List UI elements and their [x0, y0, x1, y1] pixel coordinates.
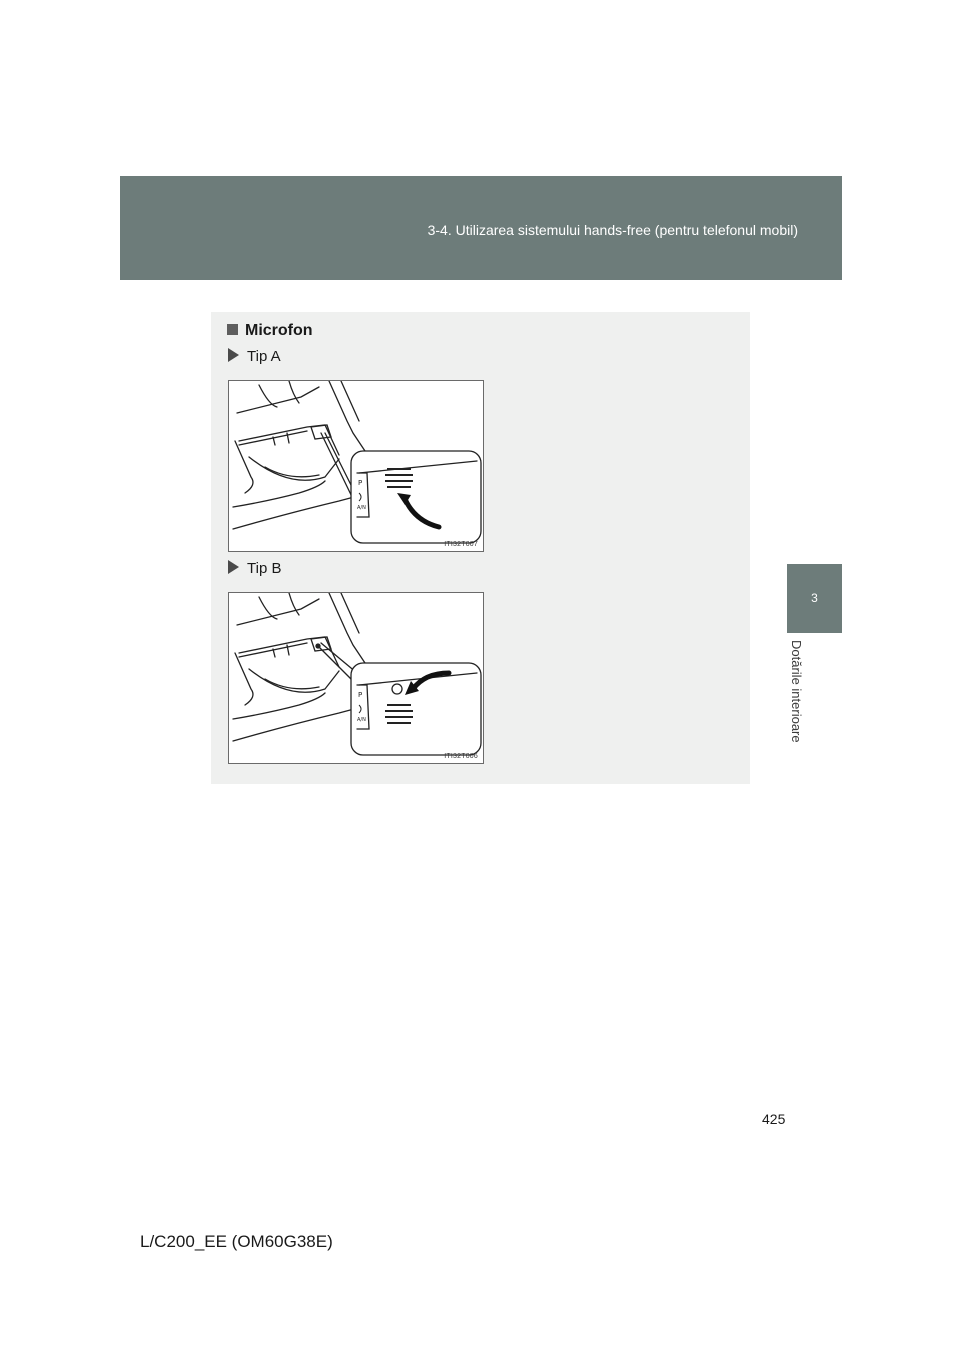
type-a-label — [228, 348, 281, 365]
svg-text:A/N: A/N — [357, 717, 366, 723]
content-box — [211, 312, 750, 784]
chapter-side-label: Dotările interioare — [789, 640, 804, 743]
microphone-illustration-a — [229, 381, 484, 552]
figure-type-b — [228, 592, 484, 764]
bullet-square-icon — [227, 324, 238, 335]
chapter-tab — [787, 564, 842, 633]
section-title: 3-4. Utilizarea sistemului hands-free (pentru telefonul mobil) — [427, 222, 798, 238]
heading-text: Microfon — [245, 322, 313, 339]
microphone-illustration-b — [229, 593, 484, 764]
document-code: L/C200_EE (OM60G38E) — [140, 1232, 333, 1251]
figure-code-a: ITI32T007 — [444, 541, 478, 548]
section-heading — [227, 322, 313, 340]
page-number: 425 — [762, 1111, 786, 1127]
header-band — [120, 176, 842, 280]
svg-text:A/N: A/N — [357, 505, 366, 511]
figure-type-a — [228, 380, 484, 552]
svg-text:P: P — [358, 479, 363, 487]
type-b-text: Tip B — [247, 560, 282, 577]
type-b-label — [228, 560, 281, 577]
type-a-text: Tip A — [247, 348, 281, 365]
arrow-right-icon — [228, 560, 239, 574]
svg-text:P: P — [358, 691, 363, 699]
chapter-number: 3 — [811, 591, 818, 605]
figure-code-b: ITI32T006 — [444, 753, 478, 760]
arrow-right-icon — [228, 348, 239, 362]
